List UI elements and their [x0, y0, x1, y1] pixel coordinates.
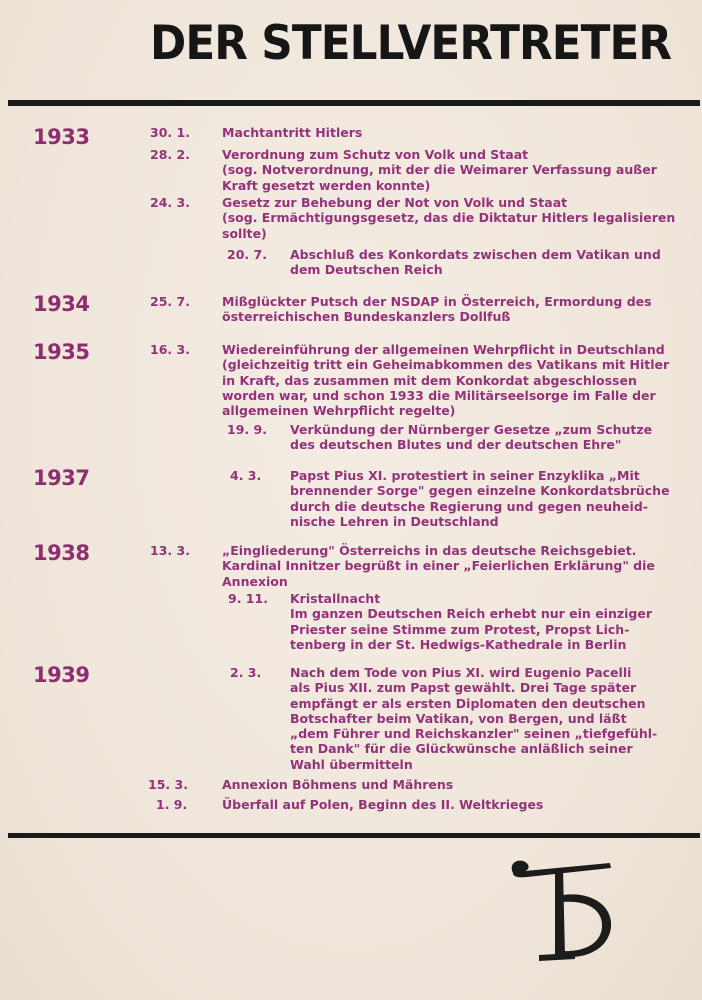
entry-text [290, 665, 662, 772]
entry-text [290, 247, 662, 278]
entry-line: Annexion [222, 573, 288, 589]
entry-line: Wahl übermitteln [290, 756, 413, 772]
entry-text [222, 797, 662, 812]
entry-date: 24. 3. [150, 195, 190, 210]
entry-line: des deutschen Blutes und der deutschen Ehre" [290, 437, 622, 453]
entry-line: Verkündung der Nürnberger Gesetze „zum Schutze [290, 422, 653, 437]
entry-date: 1. 9. [156, 797, 188, 812]
bottom-divider [8, 833, 700, 838]
entry-date: 9. 11. [228, 591, 268, 606]
entry-text [290, 468, 670, 529]
entry-line: Kristallnacht [290, 591, 381, 606]
entry-line: Gesetz zur Behebung der Not von Volk und Staat [222, 195, 568, 210]
year-label-1938: 1938 [33, 541, 90, 565]
entry-text [222, 342, 670, 419]
entry-date: 20. 7. [227, 247, 267, 262]
entry-line: (sog. Notverordnung, mit der die Weimarer Verfassung außer [222, 162, 657, 178]
entry-line: Annexion Böhmens und Mährens [222, 777, 454, 792]
entry-line: worden war, und schon 1933 die Militärseelsorge im Falle der [222, 387, 656, 403]
entry-date: 15. 3. [148, 777, 188, 792]
entry-line: nische Lehren in Deutschland [290, 513, 499, 529]
page-title: DER STELLVERTRETER [150, 16, 672, 71]
entry-line: Machtantritt Hitlers [222, 125, 363, 140]
entry-line: Wiedereinführung der allgemeinen Wehrpflicht in Deutschland [222, 342, 665, 357]
entry-date: 19. 9. [227, 422, 267, 437]
entry-line: Kraft gesetzt werden konnte) [222, 177, 431, 193]
entry-line: Botschafter beim Vatikan, von Bergen, und läßt [290, 710, 627, 726]
entry-text [222, 195, 676, 241]
entry-text [222, 543, 662, 589]
entry-line: österreichischen Bundeskanzlers Dollfuß [222, 309, 511, 325]
entry-date: 30. 1. [150, 125, 190, 140]
year-label-1939: 1939 [33, 663, 90, 687]
entry-date: 28. 2. [150, 147, 190, 162]
entry-date: 2. 3. [230, 665, 262, 680]
entry-line: (sog. Ermächtigungsgesetz, das die Diktatur Hitlers legalisieren [222, 210, 676, 226]
entry-text [222, 777, 662, 792]
entry-line: ten Dank" für die Glückwünsche anläßlich seiner [290, 741, 633, 757]
entry-line: dem Deutschen Reich [290, 262, 443, 278]
td-monogram-icon [505, 855, 620, 965]
entry-text [222, 147, 662, 193]
entry-text [290, 422, 662, 453]
entry-line: tenberg in der St. Hedwigs-Kathedrale in Berlin [290, 636, 627, 652]
entry-line: Verordnung zum Schutz von Volk und Staat [222, 147, 529, 162]
entry-date: 4. 3. [230, 468, 262, 483]
entry-date: 13. 3. [150, 543, 190, 558]
entry-line: durch die deutsche Regierung und gegen neuheid- [290, 498, 648, 514]
entry-line: Mißglückter Putsch der NSDAP in Österreich, Ermordung des [222, 294, 652, 309]
entry-line: Abschluß des Konkordats zwischen dem Vatikan und [290, 247, 661, 262]
entry-date: 25. 7. [150, 294, 190, 309]
entry-line: Nach dem Tode von Pius XI. wird Eugenio Pacelli [290, 665, 632, 680]
year-label-1935: 1935 [33, 340, 90, 364]
entry-line: als Pius XII. zum Papst gewählt. Drei Tage später [290, 680, 637, 696]
entry-line: Überfall auf Polen, Beginn des II. Weltkrieges [222, 797, 544, 812]
entry-line: Kardinal Innitzer begrüßt in einer „Feierlichen Erklärung" die [222, 558, 655, 574]
entry-line: allgemeinen Wehrpflicht regelte) [222, 403, 456, 419]
entry-line: „dem Führer und Reichskanzler" seinen „tiefgefühl- [290, 726, 658, 742]
entry-line: Im ganzen Deutschen Reich erhebt nur ein einziger [290, 606, 652, 622]
year-label-1934: 1934 [33, 292, 90, 316]
entry-line: Papst Pius XI. protestiert in seiner Enzyklika „Mit [290, 468, 640, 483]
entry-text [222, 294, 662, 325]
entry-line: Priester seine Stimme zum Protest, Propst Lich- [290, 621, 630, 637]
year-label-1933: 1933 [33, 125, 90, 149]
year-label-1937: 1937 [33, 466, 90, 490]
entry-text [222, 125, 662, 140]
top-divider [8, 100, 700, 106]
entry-line: sollte) [222, 225, 267, 241]
entry-date: 16. 3. [150, 342, 190, 357]
entry-line: „Eingliederung" Österreichs in das deutsche Reichsgebiet. [222, 543, 637, 558]
entry-line: in Kraft, das zusammen mit dem Konkordat abgeschlossen [222, 372, 637, 388]
entry-line: brennender Sorge" gegen einzelne Konkordatsbrüche [290, 483, 670, 499]
entry-text [290, 591, 662, 652]
entry-line: (gleichzeitig tritt ein Geheimabkommen des Vatikans mit Hitler [222, 357, 670, 373]
entry-line: empfängt er als ersten Diplomaten den deutschen [290, 695, 646, 711]
